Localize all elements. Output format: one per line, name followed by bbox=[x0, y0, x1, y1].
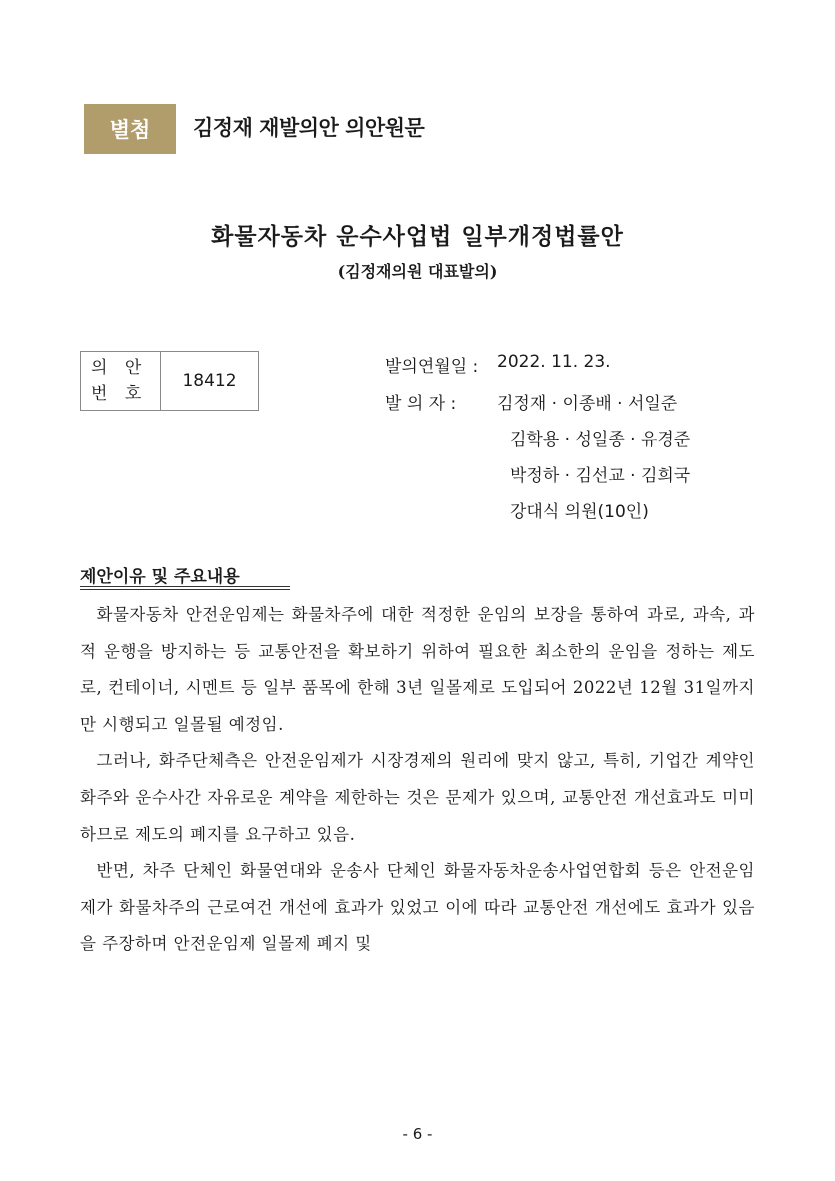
attachment-title: 김정재 재발의안 의안원문 bbox=[193, 116, 425, 140]
proposer-line-2: 김학용 · 성일종 · 유경준 bbox=[510, 430, 691, 450]
bill-subtitle: (김정재의원 대표발의) bbox=[337, 262, 498, 281]
proposal-date-label: 발의연월일 : bbox=[385, 357, 479, 377]
proposer-label: 발 의 자 : bbox=[385, 394, 457, 414]
page-number: - 6 - bbox=[402, 1125, 433, 1143]
bill-number-value: 18412 bbox=[182, 371, 237, 391]
attachment-badge: 별첨 bbox=[84, 104, 176, 154]
section-heading-underline bbox=[80, 586, 290, 590]
paragraph-1: 화물자동차 안전운임제는 화물차주에 대한 적정한 운임의 보장을 통하여 과로, 과속, 과적 운행을 방지하는 등 교통안전을 확보하기 위하여 필요한 최소한의 운임을 정하는 제도로, 컨테이너, 시멘트 등 일부 품목에 한해 3년 일몰제로 도입되어 2022년 12월 31일까지만 시행되고 일몰될 예정임. bbox=[80, 605, 755, 734]
bill-title: 화물자동차 운수사업법 일부개정법률안 bbox=[211, 223, 624, 250]
section-heading: 제안이유 및 주요내용 bbox=[80, 567, 240, 587]
bill-label-line1: 의 안 bbox=[91, 358, 148, 378]
proposer-line-3: 박정하 · 김선교 · 김희국 bbox=[510, 466, 691, 486]
bill-label-line2: 번 호 bbox=[91, 384, 148, 404]
body-text bbox=[80, 597, 755, 963]
bill-number-table bbox=[80, 351, 259, 411]
bill-number-label bbox=[81, 352, 161, 410]
proposer-line-1: 김정재 · 이종배 · 서일준 bbox=[497, 394, 678, 414]
paragraph-2: 그러나, 화주단체측은 안전운임제가 시장경제의 원리에 맞지 않고, 특히, 기업간 계약인 화주와 운수사간 자유로운 계약을 제한하는 것은 문제가 있으며, 교통안전 개선효과도 미미하므로 제도의 폐지를 요구하고 있음. bbox=[80, 751, 755, 844]
proposer-line-4: 강대식 의원(10인) bbox=[510, 502, 649, 522]
proposal-date-value: 2022. 11. 23. bbox=[497, 352, 611, 372]
paragraph-3: 반면, 차주 단체인 화물연대와 운송사 단체인 화물자동차운송사업연합회 등은 안전운임제가 화물차주의 근로여건 개선에 효과가 있었고 이에 따라 교통안전 개선에도 효과가 있음을 주장하며 안전운임제 일몰제 폐지 및 bbox=[80, 861, 755, 954]
